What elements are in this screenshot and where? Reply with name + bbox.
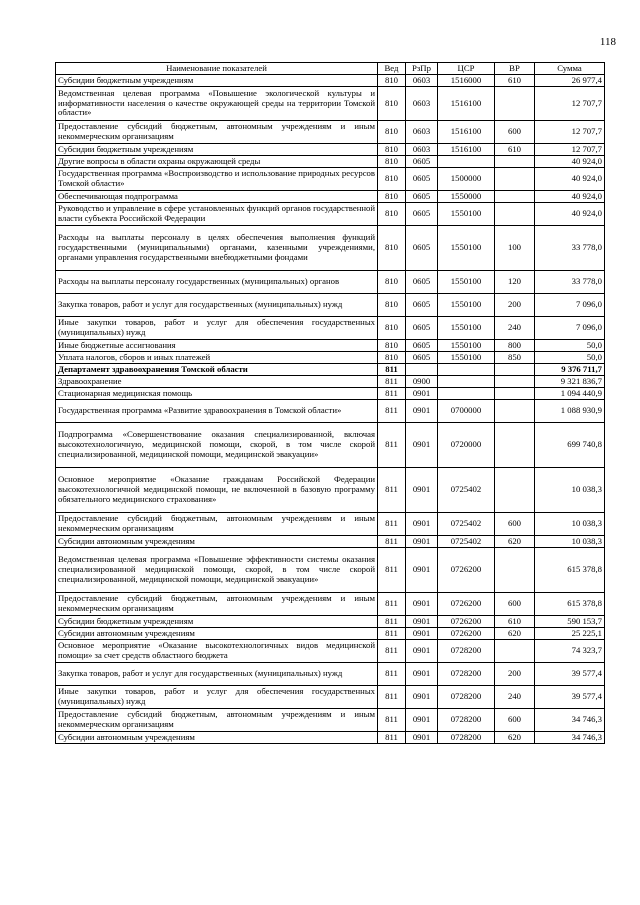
cell-vr (495, 191, 535, 203)
cell-rzpr: 0605 (406, 156, 438, 168)
table-row (56, 663, 605, 686)
cell-vr (495, 548, 535, 593)
cell-sum: 615 378,8 (535, 593, 605, 616)
cell-sum: 699 740,8 (535, 423, 605, 468)
cell-vr: 200 (495, 294, 535, 317)
cell-name: Расходы на выплаты персоналу в целях обеспечения выполнения функций государственными (муниципальными) органами, казенными учреждениями, органами управления государственными внебюджетными фондами (56, 226, 378, 271)
table-row (56, 352, 605, 364)
cell-ved: 810 (378, 144, 406, 156)
cell-ved: 810 (378, 352, 406, 364)
cell-ved: 811 (378, 616, 406, 628)
cell-vr (495, 400, 535, 423)
cell-rzpr: 0901 (406, 709, 438, 732)
cell-vr: 610 (495, 616, 535, 628)
cell-name: Иные бюджетные ассигнования (56, 340, 378, 352)
cell-rzpr: 0605 (406, 294, 438, 317)
cell-csr: 0728200 (438, 732, 495, 744)
cell-name: Субсидии автономным учреждениям (56, 732, 378, 744)
cell-ved: 811 (378, 513, 406, 536)
cell-rzpr: 0900 (406, 376, 438, 388)
cell-csr: 1516000 (438, 75, 495, 87)
header-vr: ВР (495, 63, 535, 75)
cell-csr: 0725402 (438, 468, 495, 513)
cell-csr (438, 376, 495, 388)
cell-sum: 26 977,4 (535, 75, 605, 87)
cell-rzpr: 0603 (406, 121, 438, 144)
cell-sum: 9 321 836,7 (535, 376, 605, 388)
cell-csr: 1550100 (438, 203, 495, 226)
cell-name: Другие вопросы в области охраны окружающей среды (56, 156, 378, 168)
cell-rzpr (406, 364, 438, 376)
table-row (56, 75, 605, 87)
cell-rzpr: 0901 (406, 536, 438, 548)
table-row (56, 144, 605, 156)
cell-rzpr: 0603 (406, 144, 438, 156)
cell-sum: 615 378,8 (535, 548, 605, 593)
cell-ved: 811 (378, 732, 406, 744)
cell-csr (438, 156, 495, 168)
cell-name: Субсидии бюджетным учреждениям (56, 616, 378, 628)
cell-ved: 810 (378, 168, 406, 191)
cell-ved: 811 (378, 388, 406, 400)
table-row (56, 709, 605, 732)
cell-vr: 800 (495, 340, 535, 352)
budget-table (55, 62, 605, 744)
cell-rzpr: 0603 (406, 87, 438, 121)
cell-csr: 0726200 (438, 628, 495, 640)
cell-vr (495, 388, 535, 400)
table-row (56, 388, 605, 400)
cell-rzpr: 0901 (406, 616, 438, 628)
cell-sum: 12 707,7 (535, 144, 605, 156)
table-row (56, 364, 605, 376)
cell-ved: 811 (378, 536, 406, 548)
cell-ved: 811 (378, 640, 406, 663)
cell-csr: 0726200 (438, 616, 495, 628)
cell-csr (438, 364, 495, 376)
table-row (56, 168, 605, 191)
cell-name: Ведомственная целевая программа «Повышение экологической культуры и информативности населения о качестве окружающей среды на территории Томской области» (56, 87, 378, 121)
cell-csr: 0700000 (438, 400, 495, 423)
cell-csr (438, 388, 495, 400)
cell-ved: 810 (378, 317, 406, 340)
cell-name: Государственная программа «Воспроизводство и использование природных ресурсов Томской области» (56, 168, 378, 191)
table-header (56, 63, 605, 75)
cell-ved: 810 (378, 191, 406, 203)
cell-rzpr: 0605 (406, 271, 438, 294)
cell-csr: 0725402 (438, 536, 495, 548)
table-row (56, 686, 605, 709)
cell-csr: 0726200 (438, 593, 495, 616)
cell-vr: 620 (495, 732, 535, 744)
cell-rzpr: 0901 (406, 513, 438, 536)
cell-vr (495, 423, 535, 468)
table-row (56, 156, 605, 168)
cell-vr (495, 168, 535, 191)
cell-rzpr: 0605 (406, 191, 438, 203)
table-row (56, 513, 605, 536)
cell-csr: 1550100 (438, 352, 495, 364)
table-row (56, 400, 605, 423)
cell-name: Обеспечивающая подпрограмма (56, 191, 378, 203)
cell-sum: 39 577,4 (535, 686, 605, 709)
cell-rzpr: 0901 (406, 663, 438, 686)
cell-ved: 811 (378, 364, 406, 376)
table-row (56, 203, 605, 226)
cell-ved: 811 (378, 376, 406, 388)
cell-sum: 74 323,7 (535, 640, 605, 663)
cell-sum: 40 924,0 (535, 156, 605, 168)
cell-rzpr: 0901 (406, 628, 438, 640)
cell-name: Здравоохранение (56, 376, 378, 388)
cell-name: Расходы на выплаты персоналу государственных (муниципальных) органов (56, 271, 378, 294)
cell-ved: 811 (378, 400, 406, 423)
cell-name: Иные закупки товаров, работ и услуг для обеспечения государственных (муниципальных) нужд (56, 686, 378, 709)
cell-csr: 0726200 (438, 548, 495, 593)
cell-sum: 1 088 930,9 (535, 400, 605, 423)
cell-csr: 1550000 (438, 191, 495, 203)
cell-sum: 9 376 711,7 (535, 364, 605, 376)
cell-rzpr: 0901 (406, 686, 438, 709)
cell-csr: 1516100 (438, 121, 495, 144)
cell-ved: 810 (378, 226, 406, 271)
cell-sum: 50,0 (535, 352, 605, 364)
table-row (56, 732, 605, 744)
table-row (56, 628, 605, 640)
cell-vr (495, 203, 535, 226)
cell-name: Субсидии автономным учреждениям (56, 628, 378, 640)
cell-rzpr: 0605 (406, 352, 438, 364)
cell-csr: 1550100 (438, 294, 495, 317)
cell-ved: 810 (378, 271, 406, 294)
cell-sum: 590 153,7 (535, 616, 605, 628)
cell-csr: 1550100 (438, 340, 495, 352)
cell-csr: 1550100 (438, 271, 495, 294)
cell-rzpr: 0603 (406, 75, 438, 87)
cell-rzpr: 0901 (406, 548, 438, 593)
cell-name: Ведомственная целевая программа «Повышение эффективности системы оказания специализированной медицинской помощи, скорой, в том числе скорой специализированной, медицинской помощи, медицинской эвакуации» (56, 548, 378, 593)
cell-sum: 33 778,0 (535, 271, 605, 294)
cell-ved: 810 (378, 340, 406, 352)
cell-sum: 40 924,0 (535, 203, 605, 226)
cell-csr: 1500000 (438, 168, 495, 191)
cell-name: Закупка товаров, работ и услуг для государственных (муниципальных) нужд (56, 663, 378, 686)
cell-rzpr: 0901 (406, 640, 438, 663)
cell-ved: 811 (378, 686, 406, 709)
cell-rzpr: 0901 (406, 732, 438, 744)
cell-csr: 0728200 (438, 709, 495, 732)
table-row (56, 536, 605, 548)
cell-rzpr: 0901 (406, 400, 438, 423)
cell-sum: 33 778,0 (535, 226, 605, 271)
cell-rzpr: 0605 (406, 203, 438, 226)
cell-sum: 34 746,3 (535, 732, 605, 744)
cell-name: Уплата налогов, сборов и иных платежей (56, 352, 378, 364)
cell-name: Субсидии бюджетным учреждениям (56, 75, 378, 87)
cell-ved: 810 (378, 87, 406, 121)
cell-csr: 0728200 (438, 686, 495, 709)
cell-name: Субсидии бюджетным учреждениям (56, 144, 378, 156)
cell-sum: 50,0 (535, 340, 605, 352)
cell-name: Предоставление субсидий бюджетным, автономным учреждениям и иным некоммерческим организациям (56, 709, 378, 732)
cell-vr: 600 (495, 709, 535, 732)
cell-csr: 0720000 (438, 423, 495, 468)
header-ved: Вед (378, 63, 406, 75)
cell-rzpr: 0605 (406, 340, 438, 352)
header-csr: ЦСР (438, 63, 495, 75)
cell-sum: 39 577,4 (535, 663, 605, 686)
cell-ved: 811 (378, 628, 406, 640)
cell-sum: 25 225,1 (535, 628, 605, 640)
table-row (56, 317, 605, 340)
cell-rzpr: 0605 (406, 168, 438, 191)
cell-sum: 10 038,3 (535, 468, 605, 513)
cell-csr: 1550100 (438, 317, 495, 340)
cell-name: Предоставление субсидий бюджетным, автономным учреждениям и иным некоммерческим организациям (56, 513, 378, 536)
cell-vr: 850 (495, 352, 535, 364)
cell-name: Иные закупки товаров, работ и услуг для обеспечения государственных (муниципальных) нужд (56, 317, 378, 340)
cell-rzpr: 0901 (406, 468, 438, 513)
cell-ved: 811 (378, 663, 406, 686)
cell-csr: 1550100 (438, 226, 495, 271)
cell-sum: 34 746,3 (535, 709, 605, 732)
cell-vr (495, 156, 535, 168)
cell-ved: 810 (378, 75, 406, 87)
table-row (56, 640, 605, 663)
table-row (56, 340, 605, 352)
cell-name: Государственная программа «Развитие здравоохранения в Томской области» (56, 400, 378, 423)
cell-rzpr: 0901 (406, 388, 438, 400)
cell-csr: 0725402 (438, 513, 495, 536)
cell-ved: 811 (378, 468, 406, 513)
cell-vr: 620 (495, 628, 535, 640)
cell-sum: 1 094 440,9 (535, 388, 605, 400)
cell-sum: 40 924,0 (535, 168, 605, 191)
cell-rzpr: 0605 (406, 317, 438, 340)
table-row (56, 423, 605, 468)
table-row (56, 376, 605, 388)
cell-csr: 0728200 (438, 663, 495, 686)
table-row (56, 468, 605, 513)
cell-name: Предоставление субсидий бюджетным, автономным учреждениям и иным некоммерческим организациям (56, 593, 378, 616)
cell-ved: 811 (378, 593, 406, 616)
cell-ved: 810 (378, 121, 406, 144)
cell-vr (495, 364, 535, 376)
cell-rzpr: 0901 (406, 593, 438, 616)
cell-vr: 240 (495, 686, 535, 709)
cell-name: Подпрограмма «Совершенствование оказания специализированной, включая высокотехнологичную, медицинской помощи, скорой, в том числе скорой специализированной, медицинской помощи, медицинской эвакуации» (56, 423, 378, 468)
cell-csr: 1516100 (438, 144, 495, 156)
cell-vr (495, 640, 535, 663)
cell-sum: 10 038,3 (535, 513, 605, 536)
cell-name: Основное мероприятие «Оказание высокотехнологичных видов медицинской помощи» за счет средств областного бюджета (56, 640, 378, 663)
cell-vr: 120 (495, 271, 535, 294)
cell-vr: 600 (495, 121, 535, 144)
table-row (56, 271, 605, 294)
cell-vr: 240 (495, 317, 535, 340)
cell-rzpr: 0605 (406, 226, 438, 271)
cell-sum: 12 707,7 (535, 87, 605, 121)
cell-vr: 200 (495, 663, 535, 686)
cell-vr: 100 (495, 226, 535, 271)
cell-ved: 811 (378, 423, 406, 468)
table-row (56, 593, 605, 616)
header-name: Наименование показателей (56, 63, 378, 75)
cell-name: Стационарная медицинская помощь (56, 388, 378, 400)
cell-vr: 620 (495, 536, 535, 548)
cell-sum: 12 707,7 (535, 121, 605, 144)
table-row (56, 226, 605, 271)
cell-ved: 810 (378, 156, 406, 168)
cell-ved: 810 (378, 294, 406, 317)
header-rzpr: РзПр (406, 63, 438, 75)
cell-name: Закупка товаров, работ и услуг для государственных (муниципальных) нужд (56, 294, 378, 317)
table-body (56, 75, 605, 744)
table-row (56, 548, 605, 593)
cell-sum: 7 096,0 (535, 294, 605, 317)
cell-name: Субсидии автономным учреждениям (56, 536, 378, 548)
table-row (56, 191, 605, 203)
cell-sum: 10 038,3 (535, 536, 605, 548)
cell-name: Основное мероприятие «Оказание гражданам Российской Федерации высокотехнологичной медицинской помощи, не включенной в базовую программу обязательного медицинского страхования» (56, 468, 378, 513)
cell-name: Предоставление субсидий бюджетным, автономным учреждениям и иным некоммерческим организациям (56, 121, 378, 144)
cell-ved: 811 (378, 709, 406, 732)
table-row (56, 121, 605, 144)
cell-vr: 600 (495, 593, 535, 616)
cell-ved: 811 (378, 548, 406, 593)
cell-vr: 600 (495, 513, 535, 536)
table-row (56, 294, 605, 317)
table-row (56, 616, 605, 628)
cell-sum: 7 096,0 (535, 317, 605, 340)
cell-vr (495, 468, 535, 513)
cell-vr: 610 (495, 144, 535, 156)
table-row (56, 87, 605, 121)
cell-csr: 1516100 (438, 87, 495, 121)
cell-vr (495, 376, 535, 388)
cell-ved: 810 (378, 203, 406, 226)
cell-vr: 610 (495, 75, 535, 87)
cell-name: Руководство и управление в сфере установленных функций органов государственной власти субъекта Российской Федерации (56, 203, 378, 226)
cell-sum: 40 924,0 (535, 191, 605, 203)
cell-rzpr: 0901 (406, 423, 438, 468)
cell-csr: 0728200 (438, 640, 495, 663)
header-sum: Сумма (535, 63, 605, 75)
page-number: 118 (599, 36, 616, 48)
cell-name: Департамент здравоохранения Томской области (56, 364, 378, 376)
cell-vr (495, 87, 535, 121)
